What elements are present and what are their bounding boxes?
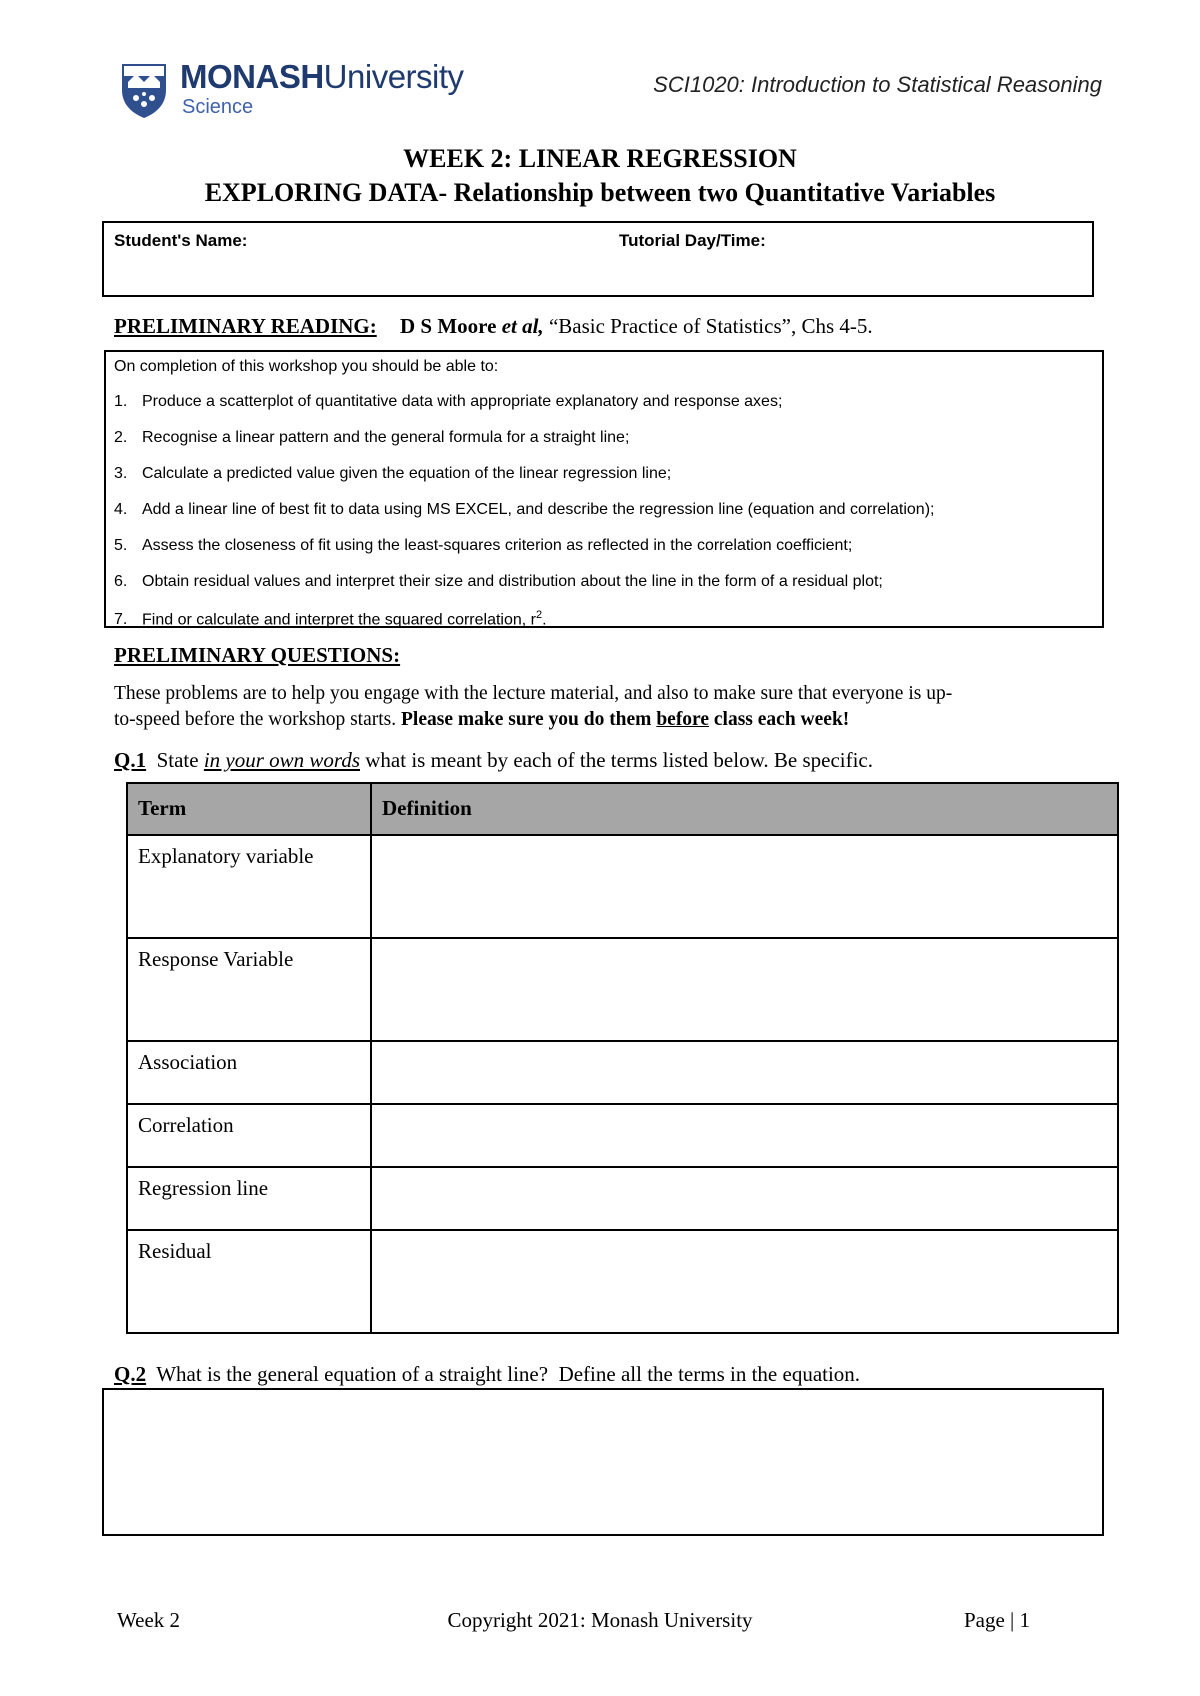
objective-item: 7. Find or calculate and interpret the squared correlation, $r^2$. (114, 609, 547, 629)
objective-item: 2. Recognise a linear pattern and the general formula for a straight line; (114, 429, 630, 446)
tutorial-time-label: Tutorial Day/Time: (619, 231, 766, 250)
table-header-row (127, 783, 1118, 835)
q2-answer-box[interactable] (102, 1388, 1104, 1536)
terms-table (126, 782, 1119, 1334)
question-1-label: Q.1 (114, 748, 147, 772)
question-2: Q.2 What is the general equation of a straight line? Define all the terms in the equation. (114, 1362, 861, 1386)
preliminary-questions-text: These problems are to help you engage with the lecture material, and also to make sure that everyone is up- (114, 683, 953, 704)
question-2-label: Q.2 (114, 1362, 147, 1386)
page-title: WEEK 2: LINEAR REGRESSION (403, 144, 797, 173)
preliminary-questions-heading: PRELIMINARY QUESTIONS: (114, 643, 401, 667)
column-header-term: Term (127, 783, 371, 835)
term-cell: Response Variable (127, 938, 371, 1041)
footer-week: Week 2 (117, 1608, 181, 1632)
table-row (127, 1230, 1118, 1333)
reading-book: “Basic Practice of Statistics”, Chs 4-5. (548, 314, 873, 338)
term-cell: Regression line (127, 1167, 371, 1230)
objectives-box (104, 350, 1104, 628)
column-header-definition: Definition (371, 783, 1118, 835)
footer-copyright: Copyright 2021: Monash University (447, 1608, 753, 1632)
table-row (127, 1041, 1118, 1104)
student-info-box[interactable] (102, 221, 1094, 297)
table-row (127, 1167, 1118, 1230)
table-row (127, 835, 1118, 938)
logo-wordmark: MONASHUniversity (180, 58, 464, 95)
reading-etal: et al, (501, 314, 544, 338)
definition-cell[interactable] (371, 835, 1118, 938)
logo-sub: Science (182, 96, 254, 118)
objective-item: 6. Obtain residual values and interpret their size and distribution about the line in the form of a residual plot; (114, 573, 883, 590)
definition-cell[interactable] (371, 1104, 1118, 1167)
term-cell: Explanatory variable (127, 835, 371, 938)
objective-item: 3. Calculate a predicted value given the equation of the linear regression line; (114, 465, 672, 482)
course-title: SCI1020: Introduction to Statistical Reasoning (653, 72, 1102, 97)
table-row (127, 938, 1118, 1041)
definition-cell[interactable] (371, 938, 1118, 1041)
preliminary-reading (114, 314, 873, 339)
student-name-label: Student's Name: (114, 231, 248, 250)
monash-crest-icon (118, 60, 170, 120)
definition-cell[interactable] (371, 1230, 1118, 1333)
footer-page-number: Page | 1 (963, 1608, 1030, 1632)
question-1: Q.1 State in your own words what is meant by each of the terms listed below. Be specific. (114, 748, 873, 772)
objective-item: 5. Assess the closeness of fit using the least-squares criterion as reflected in the correlation coefficient; (114, 537, 853, 554)
objectives-intro: On completion of this workshop you should be able to: (114, 358, 499, 375)
page-subtitle: EXPLORING DATA- Relationship between two Quantitative Variables (204, 178, 996, 207)
monash-logo (118, 58, 498, 122)
term-cell: Correlation (127, 1104, 371, 1167)
term-cell: Association (127, 1041, 371, 1104)
preliminary-questions-text: to-speed before the workshop starts. Please make sure you do them before class each week! (114, 709, 850, 730)
term-cell: Residual (127, 1230, 371, 1333)
definition-cell[interactable] (371, 1167, 1118, 1230)
preliminary-reading-label: PRELIMINARY READING: (114, 314, 377, 338)
objective-item: 4. Add a linear line of best fit to data using MS EXCEL, and describe the regression line (equation and correlation); (114, 501, 935, 518)
table-row (127, 1104, 1118, 1167)
reading-author: D S Moore (400, 314, 497, 338)
definition-cell[interactable] (371, 1041, 1118, 1104)
objective-item: 1. Produce a scatterplot of quantitative data with appropriate explanatory and response axes; (114, 393, 783, 410)
